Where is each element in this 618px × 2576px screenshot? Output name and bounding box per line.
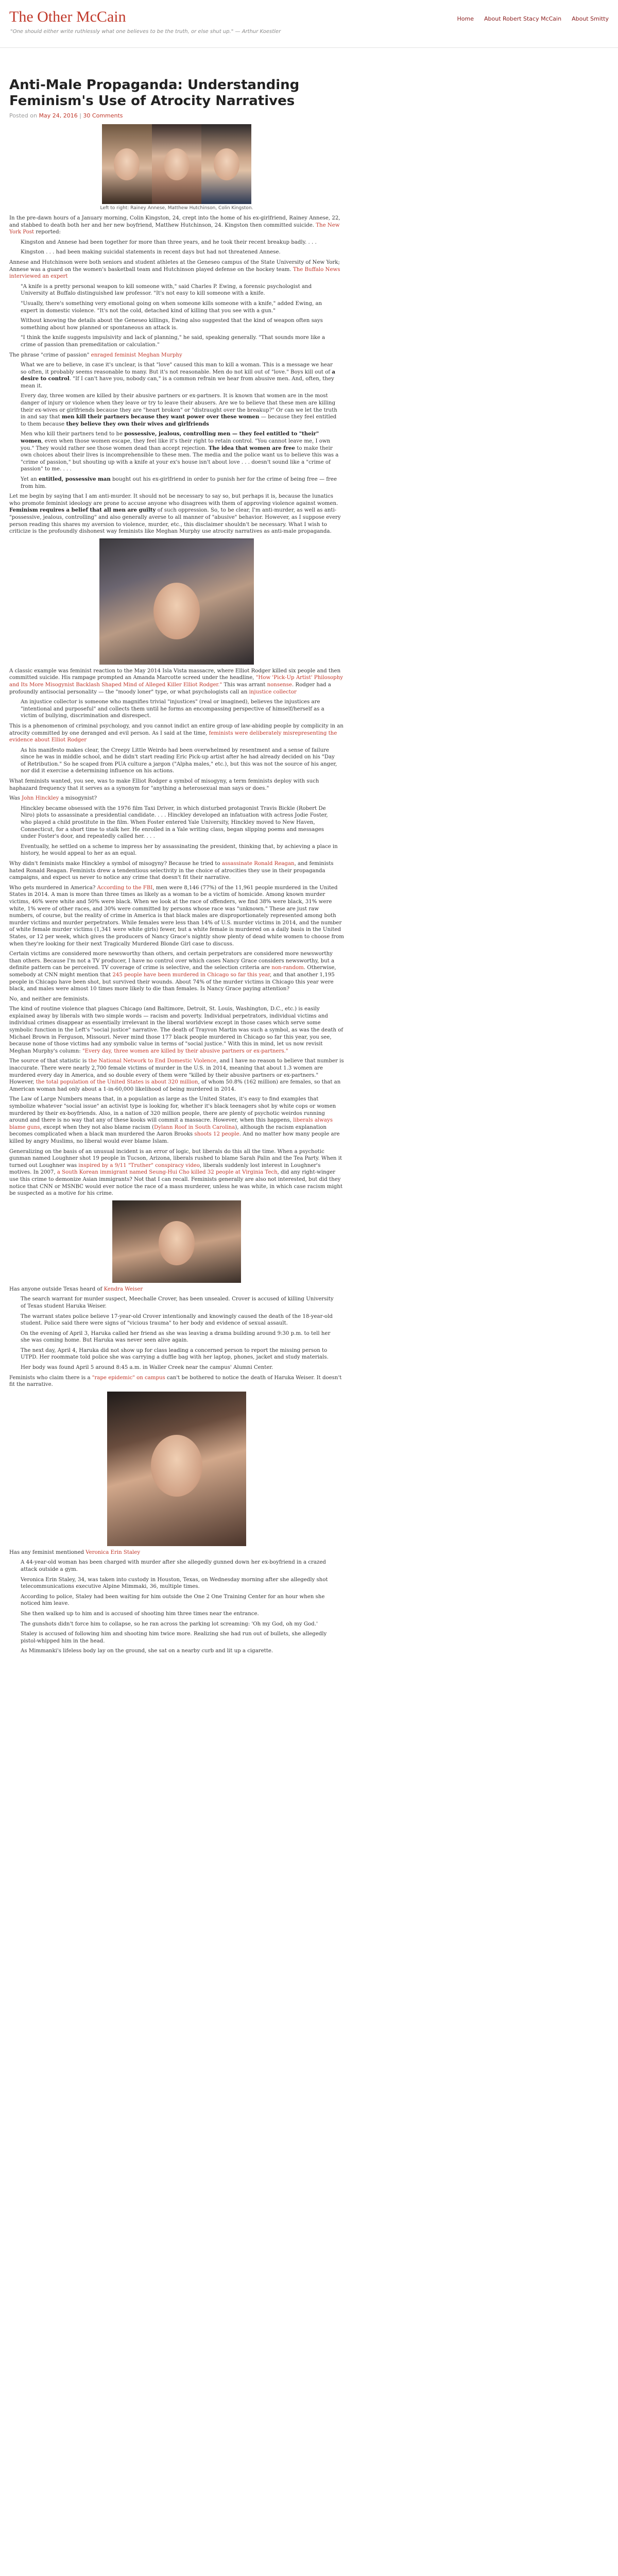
photo-haruka-weiser [112,1200,241,1283]
paragraph: Has anyone outside Texas heard of Kendra Weiser [9,1286,143,1292]
photo-rainey-annese [102,124,152,204]
blockquote: The gunshots didn't force him to collapse, so he ran across the parking lot screaming: 'Oh my God, oh my God.' [21,1621,318,1627]
blockquote: As his manifesto makes clear, the Creepy Little Weirdo had been overwhelmed by resentment and a sense of failure since he was in middle school, and he didn't start reading Eric Pick-up artist after he had already decided on his "Day of Retribution." So he scaped from PUA culture a jargon ("Alpha males," etc.), but this was not the source of his anger, nor did it exercise a determining influence on his actions. [21,747,337,774]
photo-colin-kingston [201,124,251,204]
blockquote: The search warrant for murder suspect, Meechalle Crover, has been unsealed. Crover is accused of killing University of Texas student Haruka Weiser. [21,1296,334,1309]
paragraph: The kind of routine violence that plagues Chicago (and Baltimore, Detroit, St. Louis, Washington, D.C., etc.) is easily explained away by liberals with two simple words — racism and poverty. Individual perpetrators, individual victims and individual crimes disappear as essentially irrelevant in the liberal worldview except in those cases which serve some symbolic function in the Left's "social justice" narrative. The death of Trayvon Martin was such a symbol, as was the death of Michael Brown in Ferguson, Missouri. Never mind those 177 black people murdered in Chicago so far this year, you see, because none of those victims had any symbolic value in terms of "social justice." With this in mind, let us now revisit Meghan Murphy's column: "Every day, three women are killed by their abusive partners or ex-partners." [9,1006,344,1054]
figure-victims [9,124,344,211]
link-non-random[interactable]: non-random [271,965,304,971]
blockquote: Kingston and Annese had been together for more than three years, and he took their recent breakup badly. . . . [21,239,317,245]
comments-link[interactable]: 30 Comments [83,112,123,119]
paragraph: The phrase "crime of passion" enraged feminist Meghan Murphy [9,352,182,358]
link-buffalo-news[interactable]: The Buffalo News interviewed an expert [9,266,340,280]
blockquote: Every day, three women are killed by their abusive partners or ex-partners. It is known that women are in the most danger of injury or violence when they leave or try to leave their abusers. Are we to believe that these men are killing their ex-wives or girlfriends because they are "heart broken" or "distraught over the breakup?" Or can we let the truth in and say that men kill their partners because they want power over these women — because they feel entitled to them because they believe they own their wives and girlfriends [21,393,337,427]
blockquote: According to police, Staley had been waiting for him outside the One 2 One Training Center for an hour when she noticed him leave. [21,1594,325,1607]
photo-elliot-rodger [99,538,254,665]
link-us-population[interactable]: the total population of the United States is about 320 million [36,1079,198,1086]
blockquote: She then walked up to him and is accused of shooting him three times near the entrance. [21,1611,259,1617]
blockquote: Hinckley became obsessed with the 1976 film Taxi Driver, in which disturbed protagonist Travis Bickle (Robert De Niro) plots to assassinate a presidential candidate. . . . Hinckley developed an infatuation with actress Jodie Foster, who played a child prostitute in the film. When Foster entered Yale University, Hinckley moved to New Haven, Connecticut, for a short time to stalk her. He enrolled in a Yale writing class, began slipping poems and messages under Foster's door, and repeatedly called her. . . . [21,805,328,840]
meta-separator: | [79,112,81,119]
blockquote: "A knife is a pretty personal weapon to kill someone with," said Charles P. Ewing, a forensic psychologist and University at Buffalo distinguished law professor. "It's not easy to kill someone with a knife. [21,283,312,297]
figure-caption: Left to right: Rainey Annese, Matthew Hutchinson, Colin Kingston. [100,206,253,211]
main-content [9,77,344,1658]
blockquote: What we are to believe, in case it's unclear, is that "love" caused this man to kill a woman. This is a message we hear so often, it probably seems reasonable to many. But it's not reasonable. Men do not kill out of "love." Boys kill out of a desire to control. "If I can't have you, nobody can," is a common refrain we hear from abusive men. And, often, they mean it. [21,362,335,389]
post-date-link[interactable]: May 24, 2016 [39,112,78,119]
paragraph: In the pre-dawn hours of a January morning, Colin Kingston, 24, crept into the home of his ex-girlfriend, Rainey Annese, 22, and stabbed to death both her and her new boyfriend, Matthew Hutchinson, 24. Kingston then committed suicide. The New York Post reported: [9,215,340,235]
nav-item-about-smitty[interactable]: About Smitty [572,15,609,22]
blockquote: The next day, April 4, Haruka did not show up for class leading a concerned person to report the missing person to UTPD. Her roommate told police she was carrying a duffle bag with her laptop, phones, jacket and study materials. [21,1347,329,1361]
nav-item-about-rsm[interactable]: About Robert Stacy McCain [484,15,562,22]
link-ny-post[interactable]: The New York Post [9,222,340,235]
paragraph: Generalizing on the basis of an unusual incident is an error of logic, but liberals do this all the time. When a psychotic gunman named Loughner shot 19 people in Tucson, Arizona, liberals rushed to blame Sarah Palin and the Tea Party. When it turned out Loughner was inspired by a 9/11 "Truther" conspiracy video, liberals suddenly lost interest in Loughner's motives. In 2007, a South Korean immigrant named Seung-Hui Cho killed 32 people at Virginia Tech, did any right-winger use this crime to demonize Asian immigrants? Not that I can recall. Feminists generally are also not interested, but did they notice that CNN or MSNBC would ever notice the race of a mass murderer, unless he was white, in which case racism might be suspected as a motive for his crime. [9,1148,342,1197]
link-haruka-weiser[interactable]: Kendra Weiser [104,1286,143,1292]
paragraph: Has any feminist mentioned Veronica Erin Staley [9,1549,141,1555]
blockquote: On the evening of April 3, Haruka called her friend as she was leaving a drama building around 9:30 p.m. to tell her she was coming home. But Haruka was never seen alive again. [21,1330,331,1344]
blockquote: Staley is accused of following him and shooting him twice more. Realizing she had run out of bullets, she allegedly pistol-whipped him in the head. [21,1631,327,1644]
article-body [9,215,344,1655]
link-rape-epidemic[interactable]: "rape epidemic" on campus [92,1375,165,1381]
blockquote: An injustice collector is someone who magnifies trivial "injustices" (real or imagined), believes the injustices are "intentional and purposeful" and collects them until he forms an encompassing perspective of himself/herself as a victim of bullying, discrimination and disrespect. [21,699,324,719]
nav-item-home[interactable]: Home [457,15,474,22]
blockquote: The warrant states police believe 17-year-old Crover intentionally and knowingly caused the death of the 18-year-old student. Police said there were signs of "vicious trauma" to her body and evidence of sexual assault. [21,1313,333,1327]
paragraph: Annese and Hutchinson were both seniors and student athletes at the Geneseo campus of the State University of New York; Annese was a guard on the women's basketball team and Hutchinson played defense on the hockey team. The Buffalo News interviewed an expert [9,259,340,280]
site-header [0,0,618,48]
photo-trio [102,124,251,204]
link-assassinate-reagan[interactable]: assassinate Ronald Reagan [221,861,295,867]
blockquote: Kingston . . . had been making suicidal statements in recent days but had not threatened Annese. [21,249,281,256]
top-nav [457,15,609,22]
paragraph: Why didn't feminists make Hinckley a symbol of misogyny? Because he tried to assassinate Ronald Reagan, and feminists hated Ronald Reagan. Feminists drew a tendentious selectivity in the choice of atrocities they use in their propaganda campaigns, and expect us never to notice any crime that doesn't fit their narrative. [9,861,334,881]
link-truther-video[interactable]: inspired by a 9/11 "Truther" conspiracy video [78,1162,200,1168]
blockquote: Without knowing the details about the Geneseo killings, Ewing also suggested that the kind of weapon often says something about how planned or spontaneous an attack is. [21,318,323,331]
paragraph: Was John Hinckley a misogynist? [9,795,97,802]
post-meta-prefix: Posted on [9,112,37,119]
link-misrepresenting-rodger[interactable]: feminists were deliberately misrepresenting the evidence about Elliot Rodger [9,730,337,743]
blockquote: Yet an entitled, possessive man bought out his ex-girlfriend in order to punish her for the crime of being free — free from him. [21,476,337,489]
paragraph: This is a phenomenon of criminal psychology, and you cannot indict an entire group of law-abiding people by complicity in an atrocity committed by one deranged and evil person. As I said at the time, feminists were deliberately misrepresenting the evidence about Elliot Rodger [9,723,344,743]
paragraph: Certain victims are considered more newsworthy than others, and certain perpetrators are considered more newsworthy than others. Because I'm not a TV producer, I have no control over which cases Nancy Grace considers newsworthy, but a definite pattern can be perceived. TV coverage of crime is selective, and the selection criteria are non-random. Otherwise, somebody at CNN might mention that 245 people have been murdered in Chicago so far this year, and that another 1,195 people in Chicago have been shot, but survived their wounds. About 74% of the murder victims in Chicago this year were black, and males were almost 10 times more likely to die than females. Is Nancy Grace paying attention? [9,951,336,992]
link-virginia-tech[interactable]: a South Korean immigrant named Seung-Hui Cho killed 32 people at Virginia Tech [57,1170,278,1176]
paragraph: A classic example was feminist reaction to the May 2014 Isla Vista massacre, where Elliot Rodger killed six people and then committed suicide. His rampage prompted an Amanda Marcotte screed under the headline, "How 'Pick-Up Artist' Philosophy and Its More Misogynist Backlash Shaped Mind of Alleged Killer Elliot Rodger." This was arrant nonsense. Rodger had a profoundly antisocial personality — the "moody loner" type, or what psychologists call an injustice collector [9,668,344,695]
link-marcotte-headline[interactable]: "How 'Pick-Up Artist' Philosophy and Its More Misogynist Backlash Shaped Mind of Alleged Killer Elliot Rodger." [9,675,344,688]
paragraph: Feminists who claim there is a "rape epidemic" on campus can't be bothered to notice the death of Haruka Weiser. It doesn't fit the narrative. [9,1375,342,1388]
post-title: Anti-Male Propaganda: Understanding Feminism's Use of Atrocity Narratives [9,77,300,109]
link-john-hinckley[interactable]: John Hinckley [22,795,59,802]
link-murphy-quote[interactable]: "Every day, three women are killed by their abusive partners or ex-partners." [82,1048,288,1054]
blockquote: A 44-year-old woman has been charged with murder after she allegedly gunned down her ex-boyfriend in a crazed attack outside a gym. [21,1560,326,1573]
blockquote: Eventually, he settled on a scheme to impress her by assassinating the president, thinking that, by achieving a place in history, he would appeal to her as an equal. [21,843,338,857]
paragraph: Let me begin by saying that I am anti-murder. It should not be necessary to say so, but perhaps it is, because the lunatics who promote feminist ideology are prone to accuse anyone who disagrees with them of approving violence against women. Feminism requires a belief that all men are guilty of such oppression. So, to be clear, I'm anti-murder, as well as anti-"possessive, jealous, controlling" and also generally averse to all manner of "abusive" behavior. However, as I suppose every person reading this shares my aversion to violence, murder, etc., this disclaimer shouldn't be necessary. What I wish to criticize is the profoundly dishonest way feminists like Meghan Murphy use atrocity narratives as anti-male propaganda. [9,494,341,535]
blockquote: Men who kill their partners tend to be possessive, jealous, controlling men — they feel entitled to "their" women, even when those women escape, they feel like it's their right to retain control. "You cannot leave me, I own you." They would rather see those women dead than accept rejection. The idea that women are free to make their own choices about their lives is incomprehensible to these men. The media and the police want us to believe this was a "crime of passion," but shouting up with a knife at your ex's house isn't about love . . . doesn't sound like a "crime of passion" to me. . . . [21,431,339,472]
link-blame-guns[interactable]: liberals always blame guns [9,1117,333,1130]
blockquote: As Mimmanki's lifeless body lay on the ground, she sat on a nearby curb and lit up a cigarette. [21,1648,273,1654]
site-tagline: "One should either write ruthlessly what one believes to be the truth, or else shut up." — Arthur Koestler [10,29,281,35]
site-title-link[interactable]: The Other McCain [9,8,126,25]
blockquote: "I think the knife suggests impulsivity and lack of planning," he said, speaking generally. "That sounds more like a crime of passion than premeditation or calculation." [21,335,325,348]
photo-veronica-staley [107,1392,246,1546]
post-meta [9,112,344,119]
link-shoots-12[interactable]: shoots 12 people [194,1131,239,1138]
photo-matthew-hutchinson [152,124,202,204]
link-veronica-staley[interactable]: Veronica Erin Staley [85,1549,141,1555]
blockquote: Veronica Erin Staley, 34, was taken into custody in Houston, Texas, on Wednesday morning after she allegedly shot telecommunications executive Alpine Mimmaki, 36, multiple times. [21,1577,328,1590]
link-meghan-murphy[interactable]: enraged feminist Meghan Murphy [91,352,182,358]
paragraph: The source of that statistic is the National Network to End Domestic Violence, and I have no reason to believe that number is inaccurate. There were nearly 2,700 female victims of murder in the U.S. in 2014, meaning that about 1.3 women are murdered every day in America, and so double every of them were "killed by their abusive partners or ex-partners." However, the total population of the United States is about 320 million, of whom 50.8% (162 million) are females, so that an American woman had only about a 1-in-60,000 likelihood of being murdered in 2014. [9,1058,344,1092]
link-injustice-collector[interactable]: injustice collector [249,689,297,695]
link-nnedv[interactable]: the National Network to End Domestic Violence [88,1058,217,1064]
link-dylann-roof[interactable]: Dylann Roof in South Carolina [154,1124,235,1130]
link-nonsense[interactable]: nonsense [267,682,292,688]
link-chicago-murders[interactable]: 245 people have been murdered in Chicago so far this year [112,972,270,978]
paragraph: No, and neither are feminists. [9,996,90,1002]
paragraph: The Law of Large Numbers means that, in a population as large as the United States, it's easy to find examples that symbolize whatever "social issue" an activist type is looking for, whether it's black teenagers shot by white cops or women murdered by their ex-boyfriends. Also, in a nation of 320 million people, there are plenty of psychotic weirdos running around and there is no way that any of these kooks will commit a massacre. However, when this happens, liberals always blame guns, except when they not also blame racism (Dylann Roof in South Carolina), although the racism explanation becomes complicated when a black man murdered the Aaron Brooks shoots 12 people. And no matter how many people are killed by angry Muslims, no liberal would ever blame Islam. [9,1096,340,1144]
blockquote: Her body was found April 5 around 8:45 a.m. in Waller Creek near the campus' Alumni Center. [21,1365,273,1371]
paragraph: What feminists wanted, you see, was to make Elliot Rodger a symbol of misogyny, a term feminists deploy with such haphazard frequency that it serves as a synonym for "anything a heterosexual man says or does." [9,778,319,791]
blockquote: "Usually, there's something very emotional going on when someone kills someone with a knife," added Ewing, an expert in domestic violence. "It's not the cold, detached kind of killing that you see with a gun." [21,300,322,314]
link-fbi-stats[interactable]: According to the FBI [97,885,153,891]
paragraph: Who gets murdered in America? According to the FBI, men were 8,146 (77%) of the 11,961 people murdered in the United States in 2014. A man is more than three times as likely as a woman to be a victim of homicide. Among known murder victims, 46% were white and 50% were black. When we look at the race of offenders, we find 38% were black, 31% were white, 1% were of other races, and 30% were committed by persons whose race was "unknown." These are just raw numbers, of course, but the reality of crime in America is that black males are disproportionately represented among both murder victims and murder perpetrators. While females were less than 14% of U.S. murder victims in 2014, and the number of white female murder victims (1,341 were white girls) fewer, but a white female is murdered on a daily basis in the United States, or 12 per week, which gives the producers of Nancy Grace's nightly show plenty of dead white women to choose from when they're looking for their next Tragically Murdered Blonde Girl case to discuss. [9,885,344,947]
